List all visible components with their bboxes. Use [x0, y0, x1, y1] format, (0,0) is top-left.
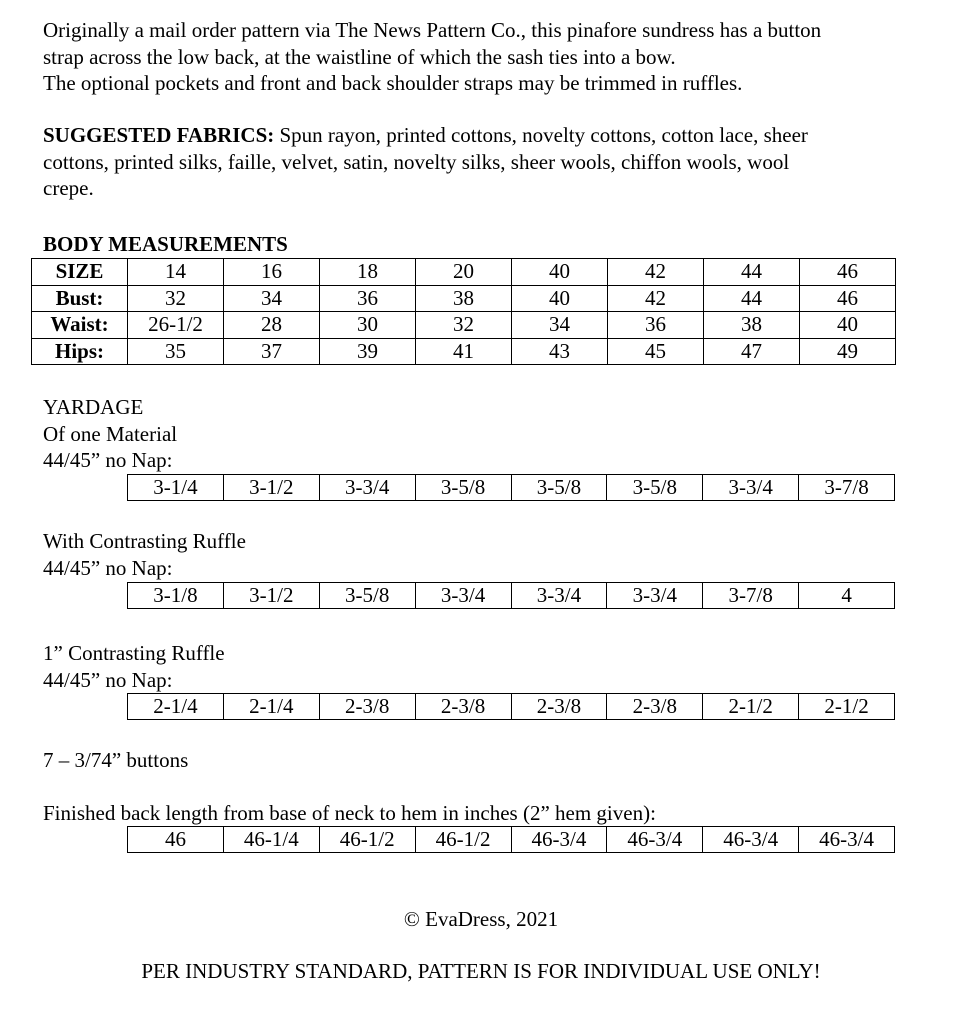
intro-line-2: strap across the low back, at the waistline of which the sash ties into a bow. [43, 44, 676, 69]
measurement-cell: 38 [704, 312, 800, 339]
yardage-row [128, 475, 895, 501]
value-cell: 2-1/2 [799, 694, 895, 720]
measurement-row-label: Hips: [32, 338, 128, 365]
fabrics-line-3: crepe. [43, 176, 94, 200]
value-cell: 46-1/2 [319, 827, 415, 853]
intro-line-1: Originally a mail order pattern via The News Pattern Co., this pinafore sundress has a button [43, 18, 822, 42]
value-cell: 3-3/4 [415, 583, 511, 609]
fabrics-line-2: cottons, printed silks, faille, velvet, satin, novelty silks, sheer wools, chiffon wools, wool [43, 149, 790, 174]
buttons-note: 7 – 3/74” buttons [43, 748, 189, 772]
measurement-cell: 41 [416, 338, 512, 365]
body-measurements-table [31, 258, 896, 365]
measurement-cell: 36 [320, 285, 416, 312]
measurement-cell: 39 [320, 338, 416, 365]
measurement-row [32, 259, 896, 286]
measurement-cell: 18 [320, 259, 416, 286]
finished-length-table [127, 826, 895, 853]
measurement-cell: 26-1/2 [128, 312, 224, 339]
measurement-row-label: Bust: [32, 285, 128, 312]
value-cell: 46-1/2 [415, 827, 511, 853]
measurement-cell: 40 [512, 259, 608, 286]
value-cell: 2-3/8 [319, 694, 415, 720]
measurement-cell: 44 [704, 259, 800, 286]
fabrics-label: SUGGESTED FABRICS: [43, 123, 275, 147]
yardage-block [43, 394, 177, 474]
one-inch-ruffle-heading: 1” Contrasting Ruffle [43, 641, 225, 665]
measurement-row-label: Waist: [32, 312, 128, 339]
value-cell: 3-3/4 [511, 583, 607, 609]
body-measurements-body [32, 259, 896, 365]
copyright-notice: © EvaDress, 2021 [403, 907, 559, 931]
contrasting-ruffle-heading: With Contrasting Ruffle [43, 529, 246, 553]
value-cell: 46-3/4 [511, 827, 607, 853]
one-inch-ruffle-row [128, 694, 895, 720]
measurement-cell: 28 [224, 312, 320, 339]
value-cell: 3-5/8 [415, 475, 511, 501]
measurement-cell: 34 [224, 285, 320, 312]
finished-length-heading: Finished back length from base of neck to hem in inches (2” hem given): [43, 801, 656, 825]
one-inch-ruffle-block [43, 640, 225, 693]
value-cell: 3-3/4 [703, 475, 799, 501]
measurement-row [32, 338, 896, 365]
measurement-cell: 43 [512, 338, 608, 365]
measurement-cell: 42 [608, 285, 704, 312]
measurement-cell: 20 [416, 259, 512, 286]
measurement-cell: 32 [128, 285, 224, 312]
one-inch-ruffle-fabric-width: 44/45” no Nap: [43, 667, 173, 692]
value-cell: 2-3/8 [511, 694, 607, 720]
measurement-cell: 46 [800, 285, 896, 312]
measurement-cell: 38 [416, 285, 512, 312]
contrasting-ruffle-fabric-width: 44/45” no Nap: [43, 555, 173, 580]
value-cell: 46 [128, 827, 224, 853]
measurement-cell: 36 [608, 312, 704, 339]
value-cell: 3-5/8 [607, 475, 703, 501]
measurement-cell: 40 [800, 312, 896, 339]
value-cell: 3-7/8 [799, 475, 895, 501]
measurement-cell: 30 [320, 312, 416, 339]
contrasting-ruffle-block [43, 528, 246, 581]
value-cell: 2-1/4 [223, 694, 319, 720]
value-cell: 2-1/2 [703, 694, 799, 720]
value-cell: 3-7/8 [703, 583, 799, 609]
value-cell: 3-3/4 [319, 475, 415, 501]
measurement-row [32, 285, 896, 312]
value-cell: 2-3/8 [415, 694, 511, 720]
intro-paragraph [43, 17, 933, 97]
value-cell: 46-3/4 [703, 827, 799, 853]
value-cell: 46-3/4 [799, 827, 895, 853]
yardage-subheading: Of one Material [43, 421, 178, 446]
value-cell: 3-5/8 [319, 583, 415, 609]
measurement-row-label: SIZE [32, 259, 128, 286]
body-measurements-heading: BODY MEASUREMENTS [43, 232, 288, 256]
measurement-cell: 46 [800, 259, 896, 286]
yardage-heading: YARDAGE [43, 395, 144, 419]
measurement-cell: 49 [800, 338, 896, 365]
measurement-cell: 34 [512, 312, 608, 339]
value-cell: 3-1/2 [223, 475, 319, 501]
value-cell: 46-1/4 [223, 827, 319, 853]
value-cell: 46-3/4 [607, 827, 703, 853]
value-cell: 2-3/8 [607, 694, 703, 720]
measurement-cell: 45 [608, 338, 704, 365]
value-cell: 3-5/8 [511, 475, 607, 501]
value-cell: 3-1/2 [223, 583, 319, 609]
measurement-cell: 42 [608, 259, 704, 286]
value-cell: 3-1/8 [128, 583, 224, 609]
measurement-cell: 47 [704, 338, 800, 365]
measurement-cell: 37 [224, 338, 320, 365]
measurement-cell: 14 [128, 259, 224, 286]
measurement-cell: 16 [224, 259, 320, 286]
value-cell: 3-1/4 [128, 475, 224, 501]
finished-length-row [128, 827, 895, 853]
measurement-cell: 35 [128, 338, 224, 365]
yardage-fabric-width: 44/45” no Nap: [43, 448, 173, 472]
intro-line-3: The optional pockets and front and back shoulder straps may be trimmed in ruffles. [43, 71, 743, 95]
contrasting-ruffle-row [128, 583, 895, 609]
contrasting-ruffle-table [127, 582, 895, 609]
measurement-cell: 40 [512, 285, 608, 312]
measurement-cell: 44 [704, 285, 800, 312]
value-cell: 2-1/4 [128, 694, 224, 720]
suggested-fabrics [43, 122, 933, 202]
measurement-row [32, 312, 896, 339]
one-inch-ruffle-table [127, 693, 895, 720]
fabrics-line-1: Spun rayon, printed cottons, novelty cottons, cotton lace, sheer [274, 123, 808, 147]
value-cell: 3-3/4 [607, 583, 703, 609]
measurement-cell: 32 [416, 312, 512, 339]
value-cell: 4 [799, 583, 895, 609]
yardage-table [127, 474, 895, 501]
individual-use-notice: PER INDUSTRY STANDARD, PATTERN IS FOR INDIVIDUAL USE ONLY! [141, 959, 821, 983]
